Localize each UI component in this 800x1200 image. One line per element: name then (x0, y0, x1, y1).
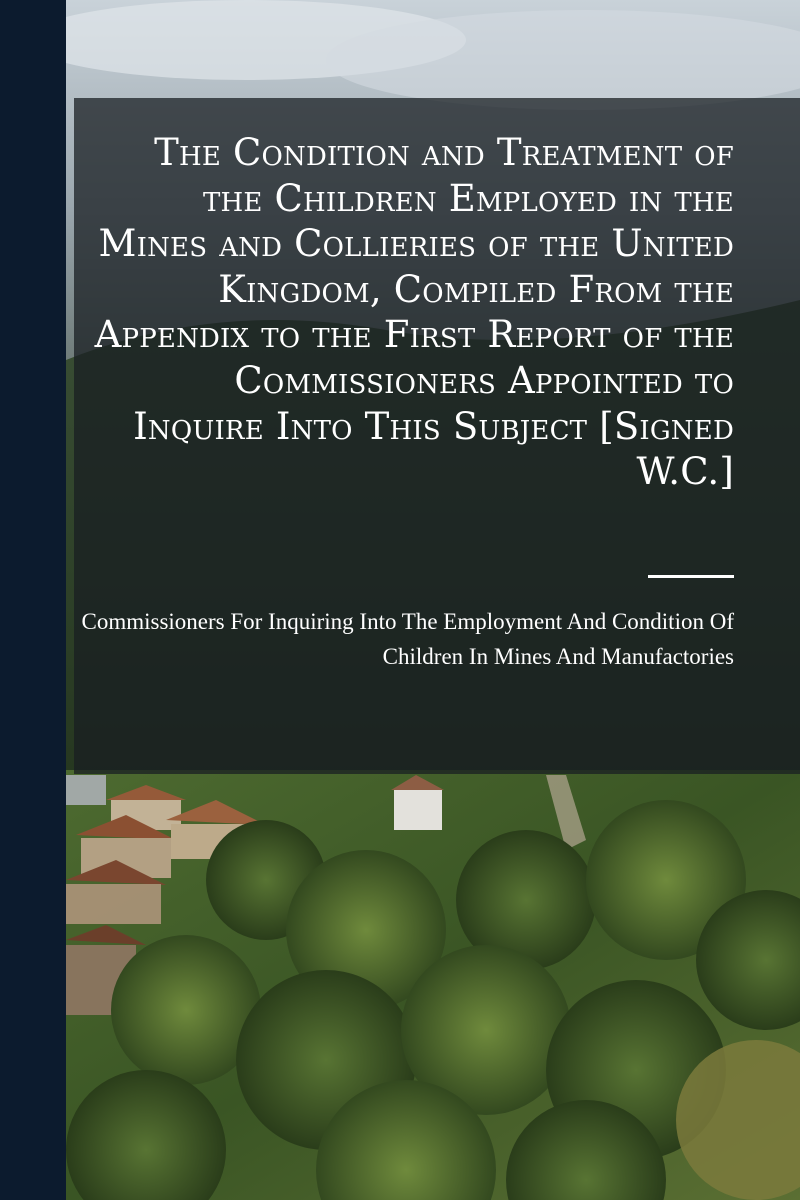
cover-spine-band (0, 0, 66, 1200)
book-author: Commissioners For Inquiring Into The Employment And Condition Of Children In Mines And Manufactories (81, 609, 734, 669)
book-title: The Condition and Treatment of the Children Employed in the Mines and Collieries of the United Kingdom, Compiled From the Appendix to the First Report of the Commissioners Appointed to Inquire Into This Subject [Signed W.C.] (94, 131, 734, 494)
title-author-divider (648, 575, 734, 578)
